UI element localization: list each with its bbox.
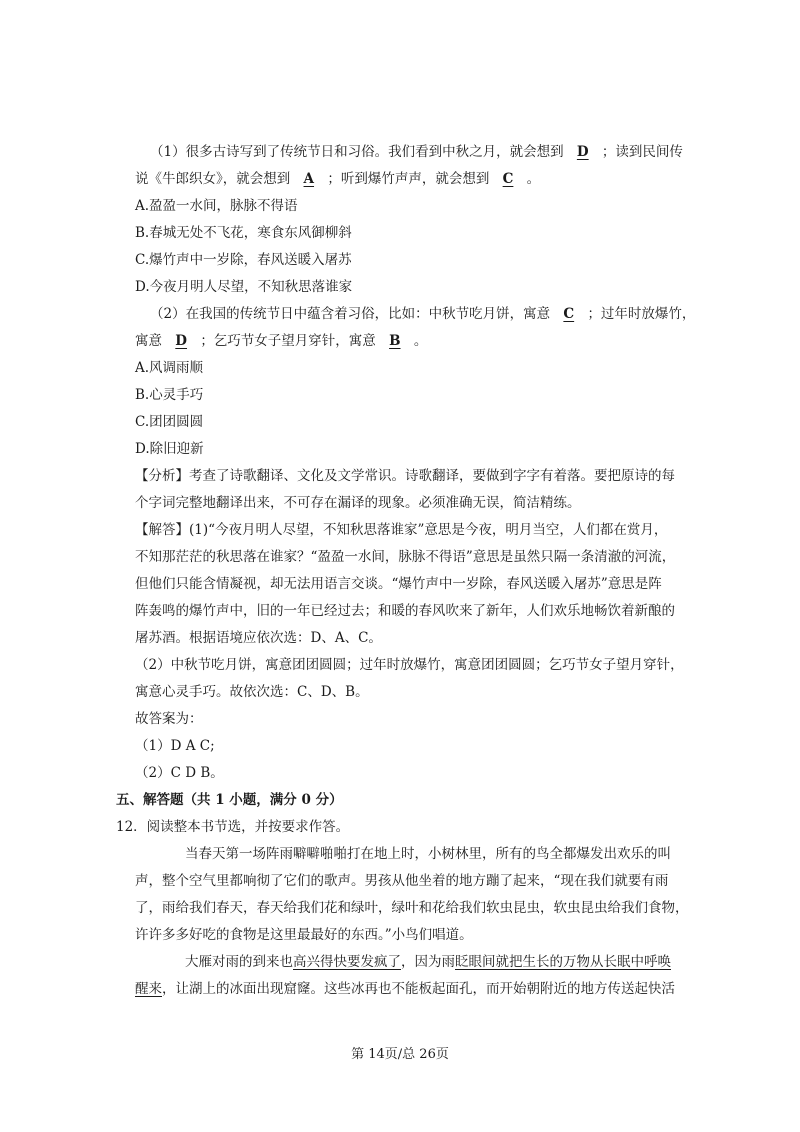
solution-line: （2）C D B。 — [135, 765, 224, 781]
q1-option-b: B.春城无处不飞花，寒食东风御柳斜 — [135, 225, 352, 241]
passage-text: ，让湖上的冰面出现窟窿。这些冰再也不能板起面孔，而开始朝附近的地方传送起快活 — [162, 981, 675, 997]
answer-blank: C — [502, 171, 514, 187]
passage-line: 了，雨给我们春天，春天给我们花和绿叶，绿叶和花给我们软虫昆虫，软虫昆虫给我们食物， — [135, 900, 689, 916]
q1-text: 说《牛郎织女》，就会想到 — [135, 171, 291, 187]
passage-line — [185, 952, 671, 972]
solution-line: 寓意心灵手巧。故依次选：C、D、B。 — [135, 684, 369, 700]
solution-line: （1）D A C; — [135, 738, 215, 754]
q2-text: 。 — [413, 333, 428, 349]
passage-line: 许许多多好吃的食物是这里最最好的东西。”小鸟们唱道。 — [135, 927, 473, 943]
q2-option-a: A.风调雨顺 — [135, 360, 204, 376]
underlined-phrase: 高兴得快要发疯了 — [293, 954, 401, 970]
answer-blank: D — [576, 144, 589, 160]
q2-option-b: B.心灵手巧 — [135, 387, 204, 403]
passage-text: 大雁对雨的到来也 — [185, 954, 293, 970]
q2-option-d: D.除旧迎新 — [135, 441, 204, 457]
section-heading: 五、解答题（共 1 小题，满分 0 分） — [116, 792, 343, 808]
q2-text: （2）在我国的传统节日中蕴含着习俗，比如：中秋节吃月饼，寓意 — [150, 306, 551, 322]
q1-text: 。 — [526, 171, 541, 187]
passage-line: 当春天第一场阵雨噼噼啪啪打在地上时，小树林里，所有的鸟全都爆发出欢乐的叫 — [185, 846, 671, 862]
q1-option-a: A.盈盈一水间，脉脉不得语 — [135, 198, 298, 214]
q1-text: ；读到民间传 — [601, 144, 683, 160]
q1-line-2 — [135, 169, 540, 189]
answer-blank: D — [175, 333, 188, 349]
solution-line: 【解答】(1)“今夜月明人尽望，不知秋思落谁家”意思是今夜，明月当空，人们都在赏月， — [135, 522, 668, 538]
analysis-line: 个字词完整地翻译出来，不可存在漏译的现象。必须准确无误，简洁精练。 — [135, 495, 581, 511]
solution-line: 不知那茫茫的秋思落在谁家？“盈盈一水间，脉脉不得语”意思是虽然只隔一条清澈的河流， — [135, 549, 676, 565]
q1-line-1 — [150, 142, 683, 162]
analysis-line: 【分析】考查了诗歌翻译、文化及文学常识。诗歌翻译，要做到字字有着落。要把原诗的每 — [135, 468, 675, 484]
answer-blank: B — [389, 333, 401, 349]
solution-line: 屠苏酒。根据语境应依次选：D、A、C。 — [135, 630, 382, 646]
q1-option-d: D.今夜月明人尽望，不知秋思落谁家 — [135, 279, 353, 295]
q2-line-2 — [135, 331, 427, 351]
q2-text: ；过年时放爆竹， — [587, 306, 696, 322]
solution-line: 但他们只能含情凝视，却无法用语言交谈。“爆竹声中一岁除，春风送暖入屠苏”意思是阵 — [135, 576, 662, 592]
q2-option-c: C.团团圆圆 — [135, 414, 204, 430]
passage-text: ，因为雨 — [401, 954, 455, 970]
q2-line-1 — [150, 304, 695, 324]
q1-option-c: C.爆竹声中一岁除，春风送暖入屠苏 — [135, 252, 352, 268]
passage-line: 声，整个空气里都响彻了它们的歌声。男孩从他坐着的地方蹦了起来，“现在我们就要有雨 — [135, 873, 669, 889]
question-12-title: 12．阅读整本书节选，并按要求作答。 — [116, 819, 350, 835]
q2-text: 寓意 — [135, 333, 162, 349]
answer-blank: C — [563, 306, 575, 322]
solution-line: 阵轰鸣的爆竹声中，旧的一年已经过去；和暖的春风吹来了新年，人们欢乐地畅饮着新酿的 — [135, 603, 675, 619]
q1-text: （1）很多古诗写到了传统节日和习俗。我们看到中秋之月，就会想到 — [150, 144, 564, 160]
page-number: 第 14页/总 26页 — [351, 1047, 449, 1062]
solution-line: 故答案为： — [135, 711, 203, 727]
underlined-phrase: 醒来 — [135, 981, 162, 997]
answer-blank: A — [303, 171, 315, 187]
q1-text: ；听到爆竹声声，就会想到 — [327, 171, 490, 187]
solution-line: （2）中秋节吃月饼，寓意团团圆圆；过年时放爆竹，寓意团团圆圆；乞巧节女子望月穿针， — [135, 657, 684, 673]
passage-line — [135, 979, 675, 999]
underlined-phrase: 眨眼间就把生长的万物从长眠中呼唤 — [455, 954, 671, 970]
q2-text: ；乞巧节女子望月穿针，寓意 — [200, 333, 376, 349]
